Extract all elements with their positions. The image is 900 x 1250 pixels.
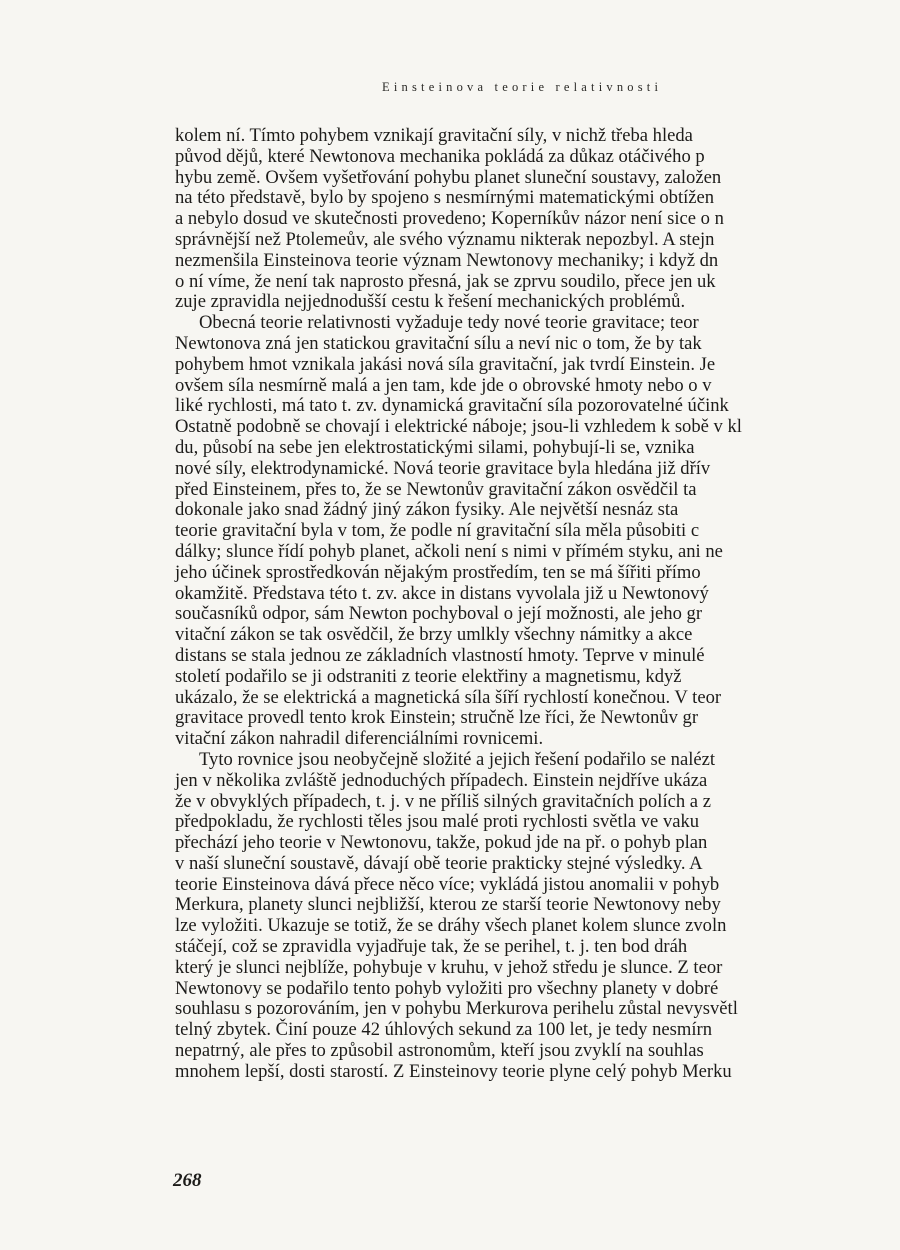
text-line: že v obvyklých případech, t. j. v ne příliš silných gravitačních polích a z bbox=[175, 790, 711, 812]
text-line: Merkura, planety slunci nejbližší, kterou ze starší teorie Newtonovy neby bbox=[175, 894, 721, 916]
page-number: 268 bbox=[173, 1170, 202, 1191]
text-line: nepatrný, ale přes to způsobil astronomům, kteří jsou zvyklí na souhlas bbox=[175, 1040, 704, 1062]
text-line: kolem ní. Tímto pohybem vznikají gravitační síly, v nichž třeba hleda bbox=[175, 125, 693, 146]
text-line: pohybem hmot vznikala jakási nová síla gravitační, jak tvrdí Einstein. Je bbox=[175, 353, 716, 375]
text-line: nezmenšila Einsteinova teorie význam Newtonovy mechaniky; i když dn bbox=[175, 249, 719, 271]
text-line: stáčejí, což se zpravidla vyjadřuje tak, že se perihel, t. j. ten bod dráh bbox=[175, 936, 688, 958]
text-line: zuje zpravidla nejjednodušší cestu k řešení mechanických problémů. bbox=[175, 291, 686, 313]
text-line: teorie gravitační byla v tom, že podle ní gravitační síla měla působiti c bbox=[175, 520, 700, 542]
text-line: správnější než Ptolemeův, ale svého významu nikterak nepozbyl. A stejn bbox=[175, 228, 715, 250]
running-head: Einsteinova teorie relativnosti bbox=[382, 80, 663, 94]
text-line: dokonale jako snad žádný jiný zákon fysiky. Ale největší nesnáz sta bbox=[175, 499, 679, 521]
text-line: distans se stala jednou ze základních vlastností hmoty. Teprve v minulé bbox=[175, 644, 705, 666]
text-line: Obecná teorie relativnosti vyžaduje tedy nové teorie gravitace; teor bbox=[199, 312, 699, 334]
text-line: před Einsteinem, přes to, že se Newtonův gravitační zákon osvědčil ta bbox=[175, 478, 697, 500]
text-line: jeho účinek sprostředkován nějakým prostředím, ten se má šířiti přímo bbox=[175, 561, 701, 583]
text-line: ukázalo, že se elektrická a magnetická síla šíří rychlostí konečnou. V teor bbox=[175, 686, 722, 708]
text-line: lze vyložiti. Ukazuje se totiž, že se dráhy všech planet kolem slunce zvoln bbox=[175, 915, 727, 937]
text-line: přechází jeho teorie v Newtonovu, takže, pokud jde na př. o pohyb plan bbox=[175, 832, 708, 854]
text-line: du, působí na sebe jen elektrostatickými silami, pohybují-li se, vznika bbox=[175, 436, 695, 458]
text-line: ovšem síla nesmírně malá a jen tam, kde jde o obrovské hmoty nebo o v bbox=[175, 374, 712, 396]
text-line: a nebylo dosud ve skutečnosti provedeno; Koperníkův názor není sice o n bbox=[175, 208, 724, 230]
text-line: dálky; slunce řídí pohyb planet, ačkoli není s nimi v přímém styku, ani ne bbox=[175, 540, 723, 562]
text-line: vitační zákon se tak osvědčil, že brzy umlkly všechny námitky a akce bbox=[175, 624, 693, 646]
text-line: telný zbytek. Činí pouze 42 úhlových sekund za 100 let, je tedy nesmírn bbox=[175, 1019, 713, 1041]
text-line: současníků odpor, sám Newton pochyboval o její možnosti, ale jeho gr bbox=[175, 603, 703, 625]
text-line: jen v několika zvláště jednoduchých případech. Einstein nejdříve ukáza bbox=[175, 769, 708, 791]
text-line: století podařilo se ji odstraniti z teorie elektřiny a magnetismu, když bbox=[175, 665, 682, 687]
text-line: Newtonovy se podařilo tento pohyb vyložiti pro všechny planety v dobré bbox=[175, 977, 719, 999]
text-line: teorie Einsteinova dává přece něco více; vykládá jistou anomalii v pohyb bbox=[175, 873, 720, 895]
text-line: vitační zákon nahradil diferenciálními rovnicemi. bbox=[175, 728, 544, 750]
text-line: v naší sluneční soustavě, dávají obě teorie prakticky stejné výsledky. A bbox=[175, 852, 703, 874]
text-line: Tyto rovnice jsou neobyčejně složité a jejich řešení podařilo se nalézt bbox=[199, 748, 716, 770]
text-line: souhlasu s pozorováním, jen v pohybu Merkurova perihelu zůstal nevysvětl bbox=[175, 998, 738, 1020]
text-line: původ dějů, které Newtonova mechanika pokládá za důkaz otáčivého p bbox=[175, 145, 705, 167]
text-line: který je slunci nejblíže, pohybuje v kruhu, v jehož středu je slunce. Z teor bbox=[175, 956, 723, 978]
text-line: mnohem lepší, dosti starostí. Z Einsteinovy teorie plyne celý pohyb Merku bbox=[175, 1060, 732, 1082]
text-line: Ostatně podobně se chovají i elektrické náboje; jsou-li vzhledem k sobě v kl bbox=[175, 416, 742, 438]
text-line: předpokladu, že rychlosti těles jsou malé proti rychlosti světla ve vaku bbox=[175, 811, 700, 833]
text-line: hybu země. Ovšem vyšetřování pohybu planet sluneční soustavy, založen bbox=[175, 166, 722, 188]
text-line: o ní víme, že není tak naprosto přesná, jak se zprvu soudilo, přece jen uk bbox=[175, 270, 716, 292]
text-line: na této představě, bylo by spojeno s nesmírnými matematickými obtížen bbox=[175, 187, 715, 209]
body-text bbox=[175, 126, 900, 1083]
text-line: liké rychlosti, má tato t. zv. dynamická gravitační síla pozorovatelné účink bbox=[175, 395, 729, 417]
text-line: nové síly, elektrodynamické. Nová teorie gravitace byla hledána již dřív bbox=[175, 457, 711, 479]
text-line: gravitace provedl tento krok Einstein; stručně lze říci, že Newtonův gr bbox=[175, 707, 699, 729]
text-line: Newtonova zná jen statickou gravitační sílu a neví nic o tom, že by tak bbox=[175, 332, 702, 354]
text-line: okamžitě. Představa této t. zv. akce in distans vyvolala již u Newtonový bbox=[175, 582, 709, 604]
